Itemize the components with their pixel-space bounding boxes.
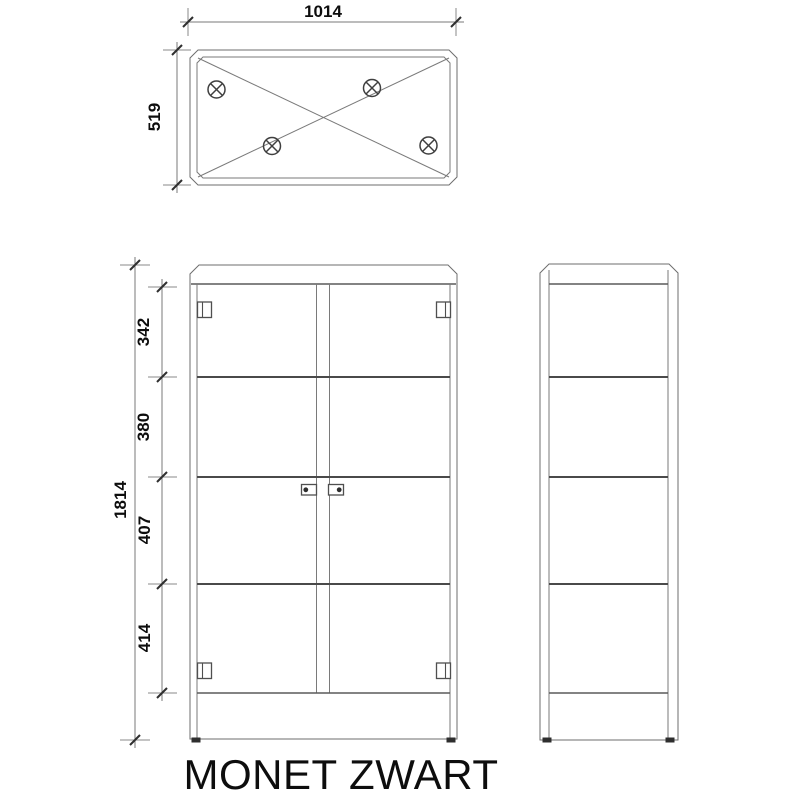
door-handle-icon [302, 485, 317, 496]
foot-mark [543, 738, 552, 743]
dim-segment-label: 407 [135, 515, 154, 545]
hinge-icon [198, 302, 212, 318]
front-view [190, 265, 457, 743]
dim-segment-label: 380 [134, 412, 153, 442]
dim-depth-label: 519 [145, 102, 164, 132]
hinge-icon [437, 302, 451, 318]
front-view-carcass [190, 265, 457, 739]
hinge-icon [198, 663, 212, 679]
foot-mark [447, 738, 456, 743]
foot-mark [192, 738, 201, 743]
dim-segment-label: 342 [134, 317, 153, 347]
side-view-carcass [540, 264, 678, 740]
dim-width [180, 2, 464, 36]
foot-mark [666, 738, 675, 743]
drawing-title: MONET ZWART [183, 751, 499, 798]
dim-height-segments [134, 279, 177, 701]
dim-segment-label: 414 [135, 623, 154, 653]
door-handle-icon [329, 485, 344, 496]
dim-height-label: 1814 [111, 481, 130, 519]
cam-lock-icon [264, 138, 281, 155]
cam-lock-icon [420, 137, 437, 154]
cam-lock-icon [364, 80, 381, 97]
hinge-icon [437, 663, 451, 679]
top-view [190, 50, 457, 185]
cam-lock-icon [208, 81, 225, 98]
dim-width-label: 1014 [304, 2, 342, 21]
dim-depth [145, 42, 191, 193]
side-view [540, 264, 678, 743]
